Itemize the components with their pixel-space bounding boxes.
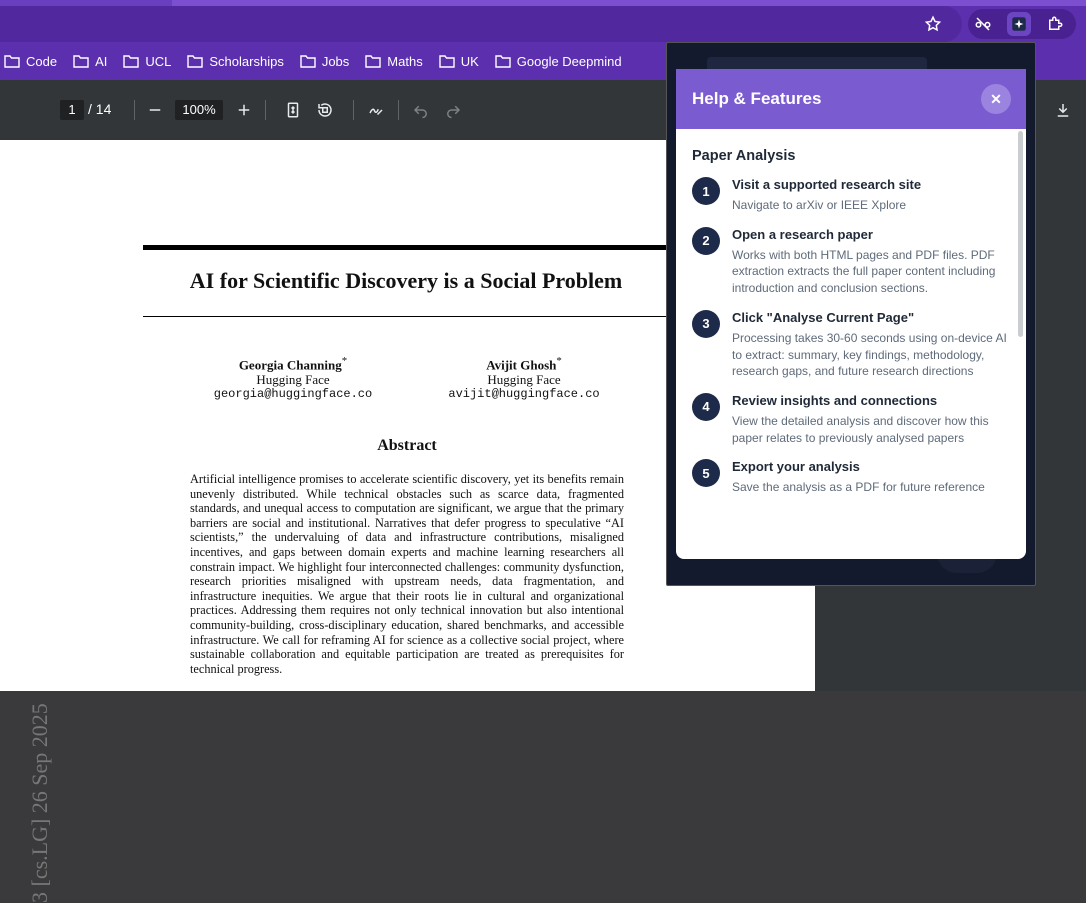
step-number-badge: 3 xyxy=(692,310,720,338)
bookmark-folder[interactable] xyxy=(123,54,171,69)
folder-icon xyxy=(4,54,20,68)
help-modal-body[interactable] xyxy=(676,129,1026,559)
close-icon: ✕ xyxy=(990,90,1002,107)
step-title: Visit a supported research site xyxy=(732,177,922,192)
toolbar-divider xyxy=(134,100,135,120)
page-number-input[interactable]: 1 xyxy=(60,100,84,120)
extension-puzzle-icon[interactable] xyxy=(1043,12,1067,36)
draw-icon xyxy=(367,101,385,119)
folder-icon xyxy=(495,54,511,68)
modal-scrollbar[interactable] xyxy=(1018,131,1023,337)
bookmark-label: Google Deepmind xyxy=(516,53,622,69)
step-description: Works with both HTML pages and PDF files. PDF extraction extracts the full paper content including introduction and conclusion sections. xyxy=(732,247,996,296)
folder-icon xyxy=(73,54,89,68)
redo-icon xyxy=(444,101,462,119)
zoom-out-button[interactable] xyxy=(143,98,167,122)
bookmark-label: Scholarships xyxy=(209,53,284,69)
step-title: Click "Analyse Current Page" xyxy=(732,309,915,325)
bookmark-folder[interactable] xyxy=(365,54,422,69)
bookmark-folder[interactable] xyxy=(439,54,479,69)
download-button[interactable] xyxy=(1051,98,1075,122)
sparkle-extension-icon[interactable] xyxy=(1007,12,1031,36)
fit-page-button[interactable] xyxy=(281,98,305,122)
bookmark-label: Maths xyxy=(387,53,423,69)
help-step xyxy=(692,177,1010,214)
step-title: Open a research paper xyxy=(732,226,873,242)
author-mark: * xyxy=(556,355,562,367)
author-name: Georgia Channing xyxy=(238,357,342,373)
title-rule-bottom xyxy=(143,316,683,317)
folder-icon xyxy=(123,54,139,68)
toolbar-divider xyxy=(265,100,266,120)
star-icon[interactable] xyxy=(921,12,945,36)
paper-title: AI for Scientific Discovery is a Social Problem xyxy=(189,268,623,293)
minus-icon xyxy=(146,101,164,119)
bookmark-folder[interactable] xyxy=(4,54,57,69)
step-title: Export your analysis xyxy=(732,459,860,475)
zoom-input[interactable]: 100% xyxy=(175,100,223,120)
abstract-text: Artificial intelligence promises to accelerate scientific discovery, yet its benefits remain unevenly distributed. While technical obstacles such as scarce data, fragmented standards, and unequal access to computation are significant, we argue that the primary barriers are social and institutional. Narratives that defer progress to speculative “AI scientists,” the undervaluing of data and infrastructure contributions, misaligned incentives, and gaps between domain experts and machine learning researchers all constrain impact. We highlight four interconnected challenges: community dysfunction, research priorities misaligned with upstream needs, data fragmentation, and infrastructure inequities. We argue that their roots lie in cultural and organizational practices. Addressing them requires not only technical innovation but also intentional community-building, cross-disciplinary education, shared benchmarks, and accessible infrastructure. We call for reframing AI for science as a collective social project, where sustainable collaboration and equitable participation are treated as prerequisites for technical progress. xyxy=(190,472,624,676)
plus-icon xyxy=(235,101,253,119)
bookmark-folder[interactable] xyxy=(300,54,349,69)
bookmark-label: UCL xyxy=(145,53,172,69)
step-description: Save the analysis as a PDF for future reference xyxy=(732,480,985,495)
folder-icon xyxy=(300,54,316,68)
author-block xyxy=(193,354,393,402)
help-modal-title: Help & Features xyxy=(692,89,822,108)
rotate-button[interactable] xyxy=(313,98,337,122)
address-bar[interactable] xyxy=(0,6,962,42)
redo-button[interactable] xyxy=(441,98,465,122)
section-title: Paper Analysis xyxy=(692,148,796,164)
author-email: georgia@huggingface.co xyxy=(213,387,373,402)
step-title: Review insights and connections xyxy=(732,392,938,408)
fit-page-icon xyxy=(284,101,302,119)
folder-icon xyxy=(365,54,381,68)
help-modal-header xyxy=(676,69,1026,129)
title-rule-top xyxy=(143,245,683,250)
help-step xyxy=(692,227,1010,297)
page-total: / 14 xyxy=(88,101,112,117)
abstract-heading: Abstract xyxy=(377,437,437,454)
glasses-extension-icon[interactable] xyxy=(971,12,995,36)
arxiv-side-stamp: 3 [cs.LG] 26 Sep 2025 xyxy=(27,703,52,903)
bookmark-folder[interactable] xyxy=(495,54,622,69)
toolbar-divider xyxy=(398,100,399,120)
author-mark: * xyxy=(341,355,348,367)
bookmark-folder[interactable] xyxy=(187,54,283,69)
zoom-in-button[interactable] xyxy=(232,98,256,122)
step-description: Processing takes 30-60 seconds using on-device AI to extract: summary, key findings, methodology, research gaps, and future research directions xyxy=(732,330,1007,379)
folder-icon xyxy=(187,54,203,68)
author-name: Avijit Ghosh xyxy=(486,357,557,373)
download-icon xyxy=(1054,101,1072,119)
author-affiliation: Hugging Face xyxy=(487,372,561,388)
author-block xyxy=(424,354,624,402)
close-button[interactable] xyxy=(981,84,1011,114)
annotate-button[interactable] xyxy=(364,98,388,122)
step-number-badge: 2 xyxy=(692,227,720,255)
toolbar-divider xyxy=(353,100,354,120)
step-description: View the detailed analysis and discover how this paper relates to previously analysed papers xyxy=(732,413,989,445)
bookmark-label: Code xyxy=(26,53,58,69)
step-number-badge: 5 xyxy=(692,459,720,487)
help-modal xyxy=(676,69,1026,559)
rotate-icon xyxy=(316,101,334,119)
help-step xyxy=(692,393,1010,446)
step-number-badge: 1 xyxy=(692,177,720,205)
help-step xyxy=(692,459,1010,496)
author-affiliation: Hugging Face xyxy=(256,372,330,388)
folder-icon xyxy=(439,54,455,68)
author-email: avijit@huggingface.co xyxy=(448,387,600,402)
bookmark-label: Jobs xyxy=(321,53,350,69)
step-number-badge: 4 xyxy=(692,393,720,421)
browser-toolbar xyxy=(0,6,1086,42)
undo-icon xyxy=(412,101,430,119)
bookmark-label: UK xyxy=(460,53,479,69)
bookmark-folder[interactable] xyxy=(73,54,107,69)
bookmark-label: AI xyxy=(95,53,108,69)
help-step xyxy=(692,310,1010,380)
step-description: Navigate to arXiv or IEEE Xplore xyxy=(732,198,907,212)
undo-button[interactable] xyxy=(409,98,433,122)
